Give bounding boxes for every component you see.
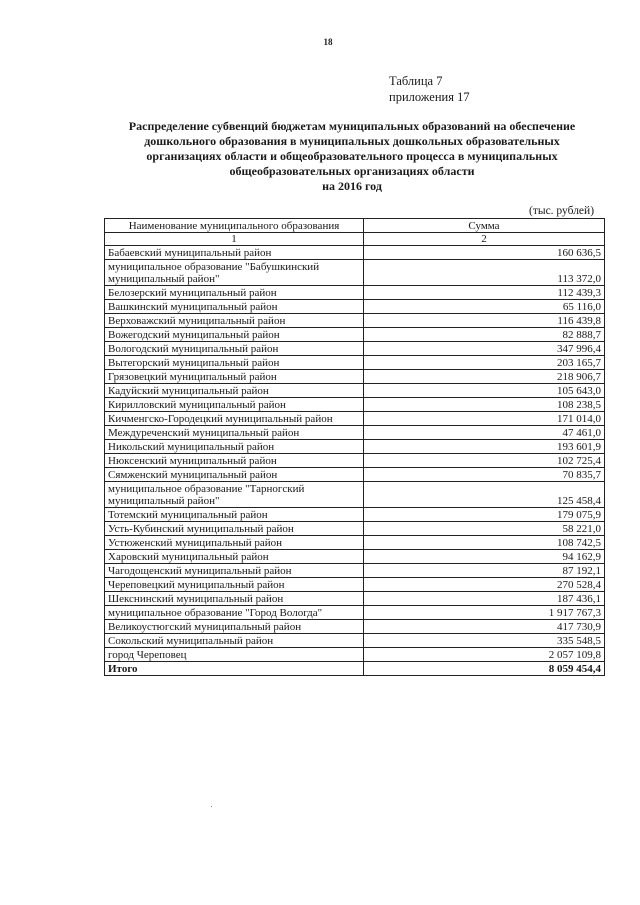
subvention-amount: 58 221,0 xyxy=(364,522,605,536)
municipality-name: Грязовецкий муниципальный район xyxy=(105,370,364,384)
municipality-name: Чагодощенский муниципальный район xyxy=(105,564,364,578)
subvention-amount: 417 730,9 xyxy=(364,620,605,634)
subvention-amount: 112 439,3 xyxy=(364,286,605,300)
subvention-table xyxy=(104,218,605,676)
page-number: 18 xyxy=(323,37,333,47)
subvention-amount: 105 643,0 xyxy=(364,384,605,398)
subvention-amount: 116 439,8 xyxy=(364,314,605,328)
units-label: (тыс. рублей) xyxy=(529,205,595,217)
subvention-amount: 102 725,4 xyxy=(364,454,605,468)
table-row xyxy=(105,508,605,522)
table-row xyxy=(105,550,605,564)
header-row xyxy=(105,219,605,233)
municipality-name: город Череповец xyxy=(105,648,364,662)
table-row xyxy=(105,328,605,342)
subvention-amount: 125 458,4 xyxy=(364,482,605,508)
subvention-amount: 335 548,5 xyxy=(364,634,605,648)
total-amount: 8 059 454,4 xyxy=(364,662,605,676)
subvention-amount: 65 116,0 xyxy=(364,300,605,314)
subvention-amount: 47 461,0 xyxy=(364,426,605,440)
table-row xyxy=(105,482,605,508)
title-line-1: Распределение субвенций бюджетам муниципальных образований на обеспечение xyxy=(128,119,576,133)
table-row xyxy=(105,606,605,620)
municipality-name: Белозерский муниципальный район xyxy=(105,286,364,300)
municipality-name: Великоустюгский муниципальный район xyxy=(105,620,364,634)
municipality-name: Сямженский муниципальный район xyxy=(105,468,364,482)
table-row xyxy=(105,536,605,550)
municipality-name: Кадуйский муниципальный район xyxy=(105,384,364,398)
subvention-amount: 347 996,4 xyxy=(364,342,605,356)
municipality-name: Нюксенский муниципальный район xyxy=(105,454,364,468)
subvention-amount: 70 835,7 xyxy=(364,468,605,482)
municipality-name: Вожегодский муниципальный район xyxy=(105,328,364,342)
column-number-row xyxy=(105,233,605,246)
table-row xyxy=(105,412,605,426)
table-row xyxy=(105,592,605,606)
municipality-name: муниципальное образование "Бабушкинский муниципальный район" xyxy=(105,260,364,286)
municipality-name: Кичменгско-Городецкий муниципальный район xyxy=(105,412,364,426)
document-title xyxy=(104,119,600,194)
header-amount: Сумма xyxy=(364,219,605,233)
table-row xyxy=(105,648,605,662)
municipality-name: муниципальное образование "Тарногский муниципальный район" xyxy=(105,482,364,508)
table-row xyxy=(105,246,605,260)
title-line-5: на 2016 год xyxy=(322,179,382,193)
municipality-name: Вытегорский муниципальный район xyxy=(105,356,364,370)
subvention-amount: 108 238,5 xyxy=(364,398,605,412)
table-row xyxy=(105,634,605,648)
municipality-name: муниципальное образование "Город Вологда" xyxy=(105,606,364,620)
title-line-4: общеобразовательных организациях области xyxy=(229,164,475,178)
subvention-amount: 160 636,5 xyxy=(364,246,605,260)
title-line-2: дошкольного образования в муниципальных дошкольных образовательных xyxy=(144,134,560,148)
municipality-name: Вашкинский муниципальный район xyxy=(105,300,364,314)
table-row xyxy=(105,426,605,440)
table-body xyxy=(105,246,605,662)
subvention-amount: 179 075,9 xyxy=(364,508,605,522)
municipality-name: Харовский муниципальный район xyxy=(105,550,364,564)
title-line-3: организациях области и общеобразовательного процесса в муниципальных xyxy=(146,149,558,163)
table-row xyxy=(105,564,605,578)
municipality-name: Тотемский муниципальный район xyxy=(105,508,364,522)
table-row xyxy=(105,260,605,286)
municipality-name: Усть-Кубинский муниципальный район xyxy=(105,522,364,536)
table-row xyxy=(105,342,605,356)
table-row xyxy=(105,522,605,536)
subvention-amount: 2 057 109,8 xyxy=(364,648,605,662)
table-row xyxy=(105,578,605,592)
subvention-amount: 203 165,7 xyxy=(364,356,605,370)
table-row xyxy=(105,468,605,482)
table-row xyxy=(105,620,605,634)
municipality-name: Череповецкий муниципальный район xyxy=(105,578,364,592)
municipality-name: Междуреченский муниципальный район xyxy=(105,426,364,440)
subvention-amount: 87 192,1 xyxy=(364,564,605,578)
municipality-name: Устюженский муниципальный район xyxy=(105,536,364,550)
column-number-2: 2 xyxy=(364,233,605,246)
table-row xyxy=(105,286,605,300)
table-row xyxy=(105,300,605,314)
subvention-amount: 113 372,0 xyxy=(364,260,605,286)
subvention-amount: 108 742,5 xyxy=(364,536,605,550)
municipality-name: Кирилловский муниципальный район xyxy=(105,398,364,412)
caption-appendix: приложения 17 xyxy=(389,90,470,104)
subvention-amount: 270 528,4 xyxy=(364,578,605,592)
subvention-amount: 171 014,0 xyxy=(364,412,605,426)
subvention-amount: 1 917 767,3 xyxy=(364,606,605,620)
table-row xyxy=(105,398,605,412)
table-row xyxy=(105,356,605,370)
total-row xyxy=(105,662,605,676)
municipality-name: Вологодский муниципальный район xyxy=(105,342,364,356)
total-label: Итого xyxy=(105,662,364,676)
table-row xyxy=(105,370,605,384)
subvention-amount: 218 906,7 xyxy=(364,370,605,384)
header-name: Наименование муниципального образования xyxy=(105,219,364,233)
column-number-1: 1 xyxy=(105,233,364,246)
table-row xyxy=(105,440,605,454)
subvention-amount: 82 888,7 xyxy=(364,328,605,342)
table-caption xyxy=(389,73,470,105)
caption-table-number: Таблица 7 xyxy=(389,74,443,88)
municipality-name: Бабаевский муниципальный район xyxy=(105,246,364,260)
subvention-amount: 187 436,1 xyxy=(364,592,605,606)
table-row xyxy=(105,384,605,398)
table-row xyxy=(105,314,605,328)
subvention-amount: 94 162,9 xyxy=(364,550,605,564)
municipality-name: Никольский муниципальный район xyxy=(105,440,364,454)
scan-dot xyxy=(211,806,212,807)
municipality-name: Верховажский муниципальный район xyxy=(105,314,364,328)
municipality-name: Сокольский муниципальный район xyxy=(105,634,364,648)
subvention-amount: 193 601,9 xyxy=(364,440,605,454)
table-row xyxy=(105,454,605,468)
municipality-name: Шекснинский муниципальный район xyxy=(105,592,364,606)
